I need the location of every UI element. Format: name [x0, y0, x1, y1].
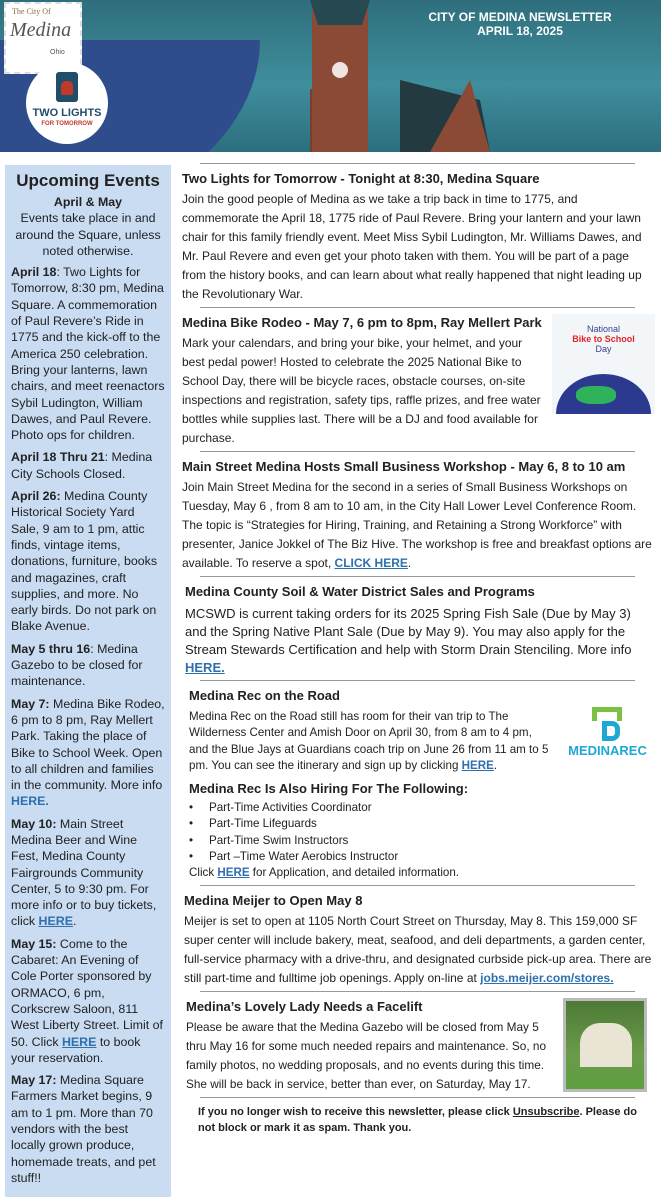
- event-item: [11, 264, 165, 443]
- sidebar-title: Upcoming Events: [16, 171, 160, 190]
- body-text: for Application, and detailed information.: [249, 866, 460, 880]
- divider: [200, 576, 635, 577]
- event-date: May 10:: [11, 816, 57, 831]
- article-body: [185, 605, 655, 677]
- divider: [200, 680, 635, 681]
- article-soil-water: [180, 583, 655, 677]
- mr-logo-icon: [588, 707, 628, 743]
- gazebo-photo: [563, 998, 647, 1092]
- divider: [200, 1097, 635, 1098]
- city-logo[interactable]: The City Of Medina Ohio: [4, 2, 82, 74]
- event-item: [11, 936, 165, 1066]
- article-body: [182, 478, 655, 573]
- body-text: Meijer is set to open at 1105 North Court Street on Thursday, May 8. This 159,000 SF super center will include bakery, meat, seafood, and deli departments, a garden center, full-service pharmacy with a drive-thru, and designated curbside pick-up area. There are still part-time and fulltime job openings. Apply on-line at: [184, 913, 652, 985]
- main-column: [180, 160, 655, 1146]
- article-title: Medina Rec on the Road: [189, 688, 340, 703]
- body-text: .: [493, 758, 498, 772]
- hiring-list: [189, 800, 655, 865]
- event-item: [11, 1072, 165, 1186]
- divider: [200, 307, 635, 308]
- article-body: Join the good people of Medina as we take a trip back in time to 1775, and commemorate the April 18, 1775 ride of Paul Revere. Bring your lantern and your lawn chair for this family friendly event. Meet Miss Sybil Ludington, Mr. Williams Dawes, and Mr. Paul Revere and even get your photo taken with them. You will be part of a page from the history books, and can learn about what really happened that night leading up the Revolutionary War.: [182, 192, 642, 301]
- meijer-jobs-link[interactable]: jobs.meijer.com/stores.: [480, 970, 614, 985]
- bike-to-school-image: [552, 314, 655, 414]
- article-body: [184, 912, 655, 988]
- event-date: May 7:: [11, 696, 50, 711]
- article-bike-rodeo: [180, 314, 655, 448]
- divider: [200, 451, 635, 452]
- article-meijer: [180, 892, 655, 988]
- event-link[interactable]: HERE: [61, 1034, 97, 1049]
- event-text: Medina Square Farmers Market begins, 9 am to 1 pm. More than 70 vendors with the best locally grown produce, homemade treats, and pet stuff!!: [11, 1073, 156, 1185]
- event-text: to book your reservation.: [11, 1034, 141, 1065]
- job-item: • Part –Time Water Aerobics Instructor: [189, 849, 655, 865]
- hiring-click: [189, 865, 655, 881]
- newsletter-title: [400, 10, 640, 38]
- article-body: Please be aware that the Medina Gazebo will be closed from May 5 thru May 16 for some much needed repairs and maintenance. So, no family photos, no wedding proposals, and no events during this time. She will be back in service, better than ever, on Saturday, May 17.: [186, 1019, 547, 1091]
- divider: [200, 163, 635, 164]
- unsubscribe-footer: [198, 1104, 648, 1136]
- event-text: : Medina Gazebo to be closed for maintenance.: [11, 641, 143, 689]
- event-link[interactable]: HERE: [38, 914, 73, 929]
- article-body: Mark your calendars, and bring your bike, your helmet, and your best pedal power! Hosted to celebrate the 2025 National Bike to School Day, there will be bicycle races, obstacle courses, on-site inspections and registration, safety tips, raffle prizes, and free water bottles while supplies last. There will be a DJ and food available for purchase.: [182, 336, 541, 445]
- body-text: MCSWD is current taking orders for its 2025 Spring Fish Sale (Due by May 3) and the Spring Native Plant Sale (Due by May 9). You may also apply for the Stream Stewards Certification and help with Storm Drain Stenciling. More info: [185, 606, 632, 657]
- article-rec-on-road: [180, 687, 655, 882]
- title-text: CITY OF MEDINA NEWSLETTER: [428, 10, 612, 24]
- sidebar-note: Events take place in and around the Square, unless noted otherwise.: [15, 211, 161, 258]
- event-link[interactable]: HERE.: [11, 794, 49, 809]
- article-main-street: [180, 458, 655, 573]
- article-title: Medina County Soil & Water District Sales and Programs: [185, 584, 535, 599]
- event-text: Main Street Medina Beer and Wine Fest, Medina County Fairgrounds Community Center, 5 to 9:30 pm. For more info or to buy tickets, click: [11, 816, 157, 929]
- job-item: • Part-Time Lifeguards: [189, 816, 655, 832]
- sign-up-link[interactable]: HERE: [461, 758, 494, 772]
- badge-title: TWO LIGHTS: [32, 107, 102, 119]
- event-date: May 17:: [11, 1073, 57, 1088]
- header-banner: [0, 0, 661, 152]
- divider: [200, 991, 635, 992]
- lantern-icon: [56, 72, 78, 102]
- badge-subtitle: FOR TOMORROW: [41, 121, 93, 127]
- date-text: APRIL 18, 2025: [477, 24, 563, 38]
- article-title: Two Lights for Tomorrow - Tonight at 8:30, Medina Square: [182, 171, 540, 186]
- footer-text: If you no longer wish to receive this newsletter, please click: [198, 1105, 513, 1118]
- event-date: May 5 thru 16: [11, 641, 91, 656]
- image-text: Day: [595, 344, 612, 354]
- unsubscribe-link[interactable]: Unsubscribe: [512, 1105, 580, 1118]
- event-text: Medina County Historical Society Yard Sale, 9 am to 1 pm, attic finds, vintage items, donations, furniture, books and magazines, craft supplies, and more. No early birds. Do not park on Blake Avenue.: [11, 489, 158, 634]
- event-date: April 18: [11, 265, 57, 280]
- event-date: May 15:: [11, 936, 57, 951]
- article-two-lights: [180, 170, 655, 304]
- article-title: Medina Bike Rodeo - May 7, 6 pm to 8pm, Ray Mellert Park: [182, 315, 542, 330]
- hiring-title: Medina Rec Is Also Hiring For The Following:: [189, 781, 469, 797]
- click-here-link[interactable]: CLICK HERE: [334, 556, 408, 570]
- event-item: [11, 696, 165, 810]
- event-item: [11, 488, 165, 635]
- body-text: Click: [189, 866, 218, 880]
- article-title: Medina Meijer to Open May 8: [184, 892, 363, 908]
- event-text: .: [72, 914, 77, 929]
- two-lights-logo: [26, 62, 108, 144]
- globe-icon: [556, 374, 651, 414]
- sidebar-subtitle: April & May: [53, 195, 123, 209]
- job-item: • Part-Time Swim Instructors: [189, 833, 655, 849]
- image-text: National: [586, 324, 621, 334]
- logo-text: MEDINAREC: [568, 743, 647, 758]
- article-title: Main Street Medina Hosts Small Business Workshop - May 6, 8 to 10 am: [182, 459, 626, 474]
- event-date: April 18 Thru 21: [11, 450, 105, 465]
- event-text: : Two Lights for Tomorrow, 8:30 pm, Medina Square. A commemoration of Paul Revere’s Ride in 1775 and the kick-off to the America 250 celebration. Bring your lanterns, lawn chairs, and meet reenactors Sybil Ludington, William Dawes, and Paul Revere. Photo ops for children.: [11, 265, 165, 443]
- medina-rec-logo: [560, 707, 655, 769]
- article-gazebo: [180, 998, 655, 1094]
- body-text: .: [407, 556, 412, 570]
- event-item: [11, 449, 165, 482]
- more-info-link[interactable]: HERE.: [185, 660, 225, 675]
- application-link[interactable]: HERE: [217, 866, 250, 880]
- upcoming-events-sidebar: [5, 165, 171, 1197]
- event-text: Come to the Cabaret: An Evening of Cole Porter sponsored by ORMACO, 6 pm, Corkscrew Saloon, 811 West Liberty Street. Limit of 50. Click: [11, 936, 163, 1049]
- event-item: [11, 641, 165, 690]
- job-item: • Part-Time Activities Coordinator: [189, 800, 655, 816]
- article-title: Medina’s Lovely Lady Needs a Facelift: [186, 998, 423, 1014]
- event-text: Medina Bike Rodeo, 6 pm to 8 pm, Ray Mellert Park. Taking the place of Bike to School Week. Open to all children and families in the community. More info: [11, 696, 165, 793]
- footer-text: . Please do not block or mark it as spam. Thank you.: [198, 1105, 637, 1134]
- events-list: [11, 264, 165, 1186]
- body-text: Join Main Street Medina for the second in a series of Small Business Workshops on Tuesday, May 6 , from 8 am to 10 am, in the City Hall Lower Level Conference Room. The topic is “Strategies for Hiring, Training, and Retaining a Strong Workforce” with presenter, Janice Jokkel of The Biz Hive. The workshop is free and breakfast options are available. To reserve a spot,: [182, 480, 652, 570]
- image-text: Bike to School: [572, 334, 635, 344]
- event-date: April 26:: [11, 489, 61, 504]
- divider: [200, 885, 635, 886]
- event-text: : Medina City Schools Closed.: [11, 450, 153, 481]
- body-text: Medina Rec on the Road still has room for their van trip to The Wilderness Center and Amish Door on April 30, from 8 am to 4 pm, and the Blue Jays at Guardians coach trip on June 26 from 11 am to 5 pm. You can see the itinerary and sign up by clicking: [189, 710, 549, 772]
- event-item: [11, 816, 165, 930]
